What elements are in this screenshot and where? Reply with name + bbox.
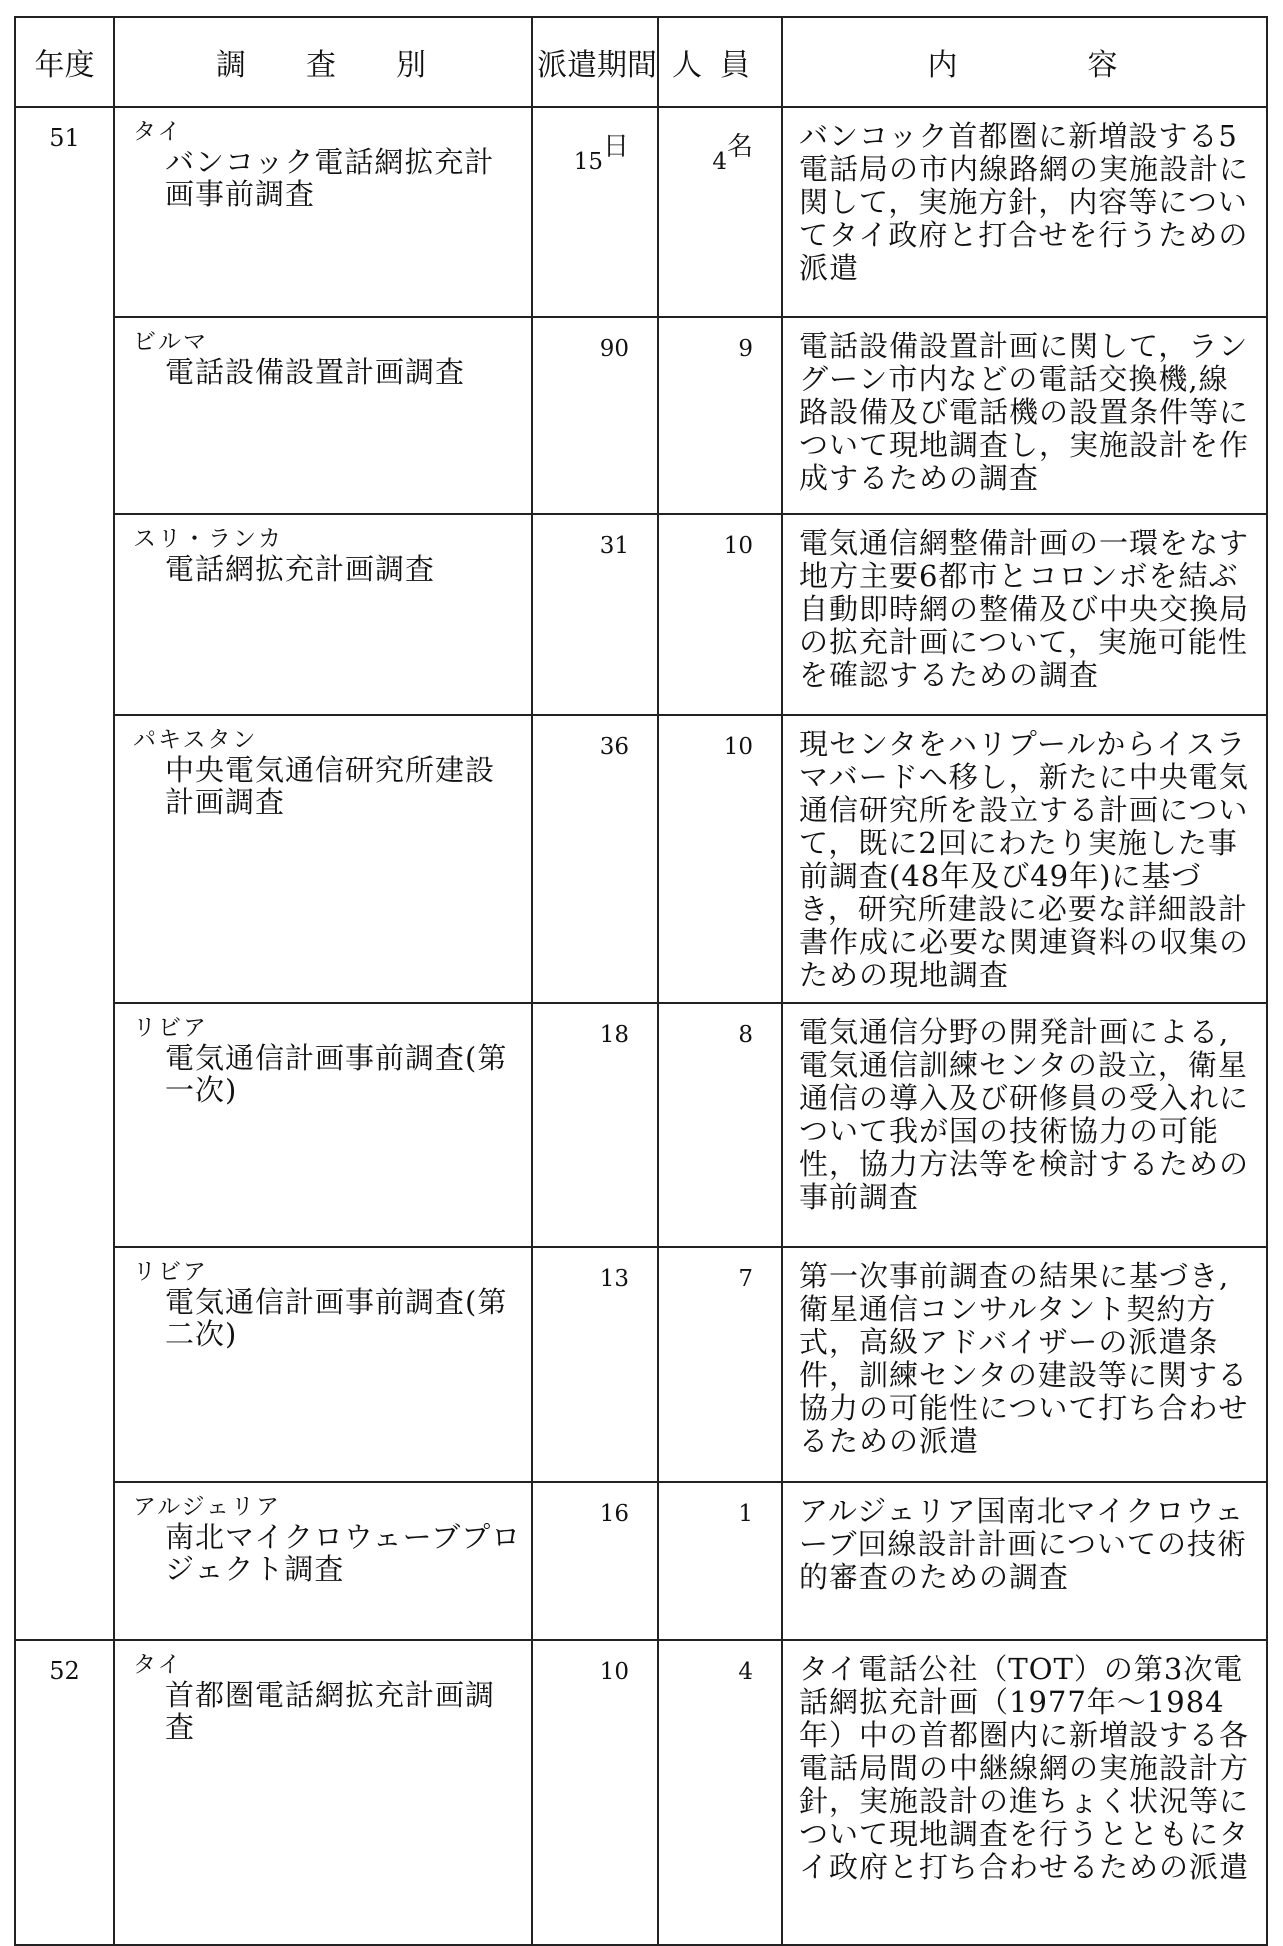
table-row [15,1640,1267,1945]
people-cell [658,1003,782,1247]
period-cell [532,317,658,514]
table-row [15,1003,1267,1247]
survey-title: 首都圏電話網拡充計画調査 [165,1678,496,1744]
people-value: 4 [712,149,727,175]
people-value: 4 [738,1659,753,1685]
period-value: 16 [599,1501,629,1527]
people-unit: 名 [726,132,753,162]
people-cell [658,1640,782,1945]
survey-title: 電気通信計画事前調査(第一次) [165,1041,508,1107]
country-name: タイ [133,1652,183,1678]
table-row [15,715,1267,1003]
people-value: 7 [738,1266,753,1292]
year-cell: 52 [15,1640,114,1945]
survey-cell [114,715,532,1003]
table-row [15,1482,1267,1640]
people-cell [658,107,782,317]
content-cell: 電気通信網整備計画の一環をなす地方主要6都市とコロンボを結ぶ自動即時網の整備及び中央交換局の拡充計画について，実施可能性を確認するための調査 [782,514,1267,715]
year-cell: 51 [15,107,114,1640]
survey-cell [114,514,532,715]
content-cell: バンコック首都圏に新増設する5電話局の市内線路網の実施設計に関して，実施方針，内容等についてタイ政府と打合せを行うための派遣 [782,107,1267,317]
country-name: リビア [133,1259,208,1285]
survey-title: 中央電気通信研究所建設計画調査 [165,753,496,819]
survey-title: バンコック電話網拡充計画事前調査 [165,145,495,211]
country-name: パキスタン [133,727,258,753]
period-value: 13 [599,1266,629,1292]
people-cell [658,317,782,514]
survey-title: 電気通信計画事前調査(第二次) [165,1285,508,1351]
table-row [15,1247,1267,1482]
header-content: 内容 [782,17,1267,107]
content-cell: アルジェリア国南北マイクロウェーブ回線設計計画についての技術的審査のための調査 [782,1482,1267,1640]
people-cell [658,1247,782,1482]
period-cell [532,514,658,715]
table-row [15,107,1267,317]
country-name: タイ [133,119,183,145]
header-survey: 調査別 [114,17,532,107]
period-cell [532,1003,658,1247]
survey-cell [114,1247,532,1482]
survey-title: 電話設備設置計画調査 [165,355,466,389]
country-name: アルジェリア [133,1494,282,1520]
period-cell [532,1640,658,1945]
period-value: 31 [599,533,629,559]
content-cell: 現センタをハリプールからイスラマバードへ移し，新たに中央電気通信研究所を設立する計画について，既に2回にわたり実施した事前調査(48年及び49年)に基づき，研究所建設に必要な詳細設計書作成に必要な関連資料の収集のための現地調査 [782,715,1267,1003]
period-value: 90 [599,336,629,362]
people-value: 10 [723,533,753,559]
people-value: 1 [738,1501,753,1527]
period-value: 18 [599,1022,629,1048]
people-cell [658,1482,782,1640]
table-row [15,514,1267,715]
content-cell: 電話設備設置計画に関して，ラングーン市内などの電話交換機,線路設備及び電話機の設置条件等について現地調査し，実施設計を作成するための調査 [782,317,1267,514]
survey-cell [114,1482,532,1640]
period-unit: 日 [602,132,629,162]
period-cell [532,1247,658,1482]
people-cell [658,514,782,715]
content-cell: タイ電話公社（TOT）の第3次電話網拡充計画（1977年〜1984年）中の首都圏内に新増設する各電話局間の中継線網の実施設計方針，実施設計の進ちょく状況等について現地調査を行うとともにタイ政府と打ち合わせるための派遣 [782,1640,1267,1945]
content-cell: 電気通信分野の開発計画による,電気通信訓練センタの設立，衛星通信の導入及び研修員の受入れについて我が国の技術協力の可能性，協力方法等を検討するための事前調査 [782,1003,1267,1247]
country-name: ビルマ [133,329,208,355]
survey-cell [114,1003,532,1247]
survey-title: 南北マイクロウェーブプロジェクト調査 [165,1520,522,1586]
people-value: 8 [738,1022,753,1048]
period-value: 36 [599,734,629,760]
people-value: 9 [738,336,753,362]
survey-cell [114,107,532,317]
people-value: 10 [723,734,753,760]
header-people: 人員 [658,17,782,107]
period-value: 10 [599,1659,629,1685]
survey-title: 電話網拡充計画調査 [165,552,436,586]
period-cell [532,107,658,317]
period-cell [532,715,658,1003]
country-name: スリ・ランカ [133,526,283,552]
survey-cell [114,317,532,514]
header-row [15,17,1267,107]
content-cell: 第一次事前調査の結果に基づき,衛星通信コンサルタント契約方式，高級アドバイザーの派遣条件，訓練センタの建設等に関する協力の可能性について打ち合わせるための派遣 [782,1247,1267,1482]
period-value: 15 [573,149,603,175]
header-year: 年度 [15,17,114,107]
country-name: リビア [133,1015,208,1041]
table-row [15,317,1267,514]
survey-table [14,16,1268,1946]
survey-cell [114,1640,532,1945]
people-cell [658,715,782,1003]
header-period: 派遣期間 [532,17,658,107]
period-cell [532,1482,658,1640]
